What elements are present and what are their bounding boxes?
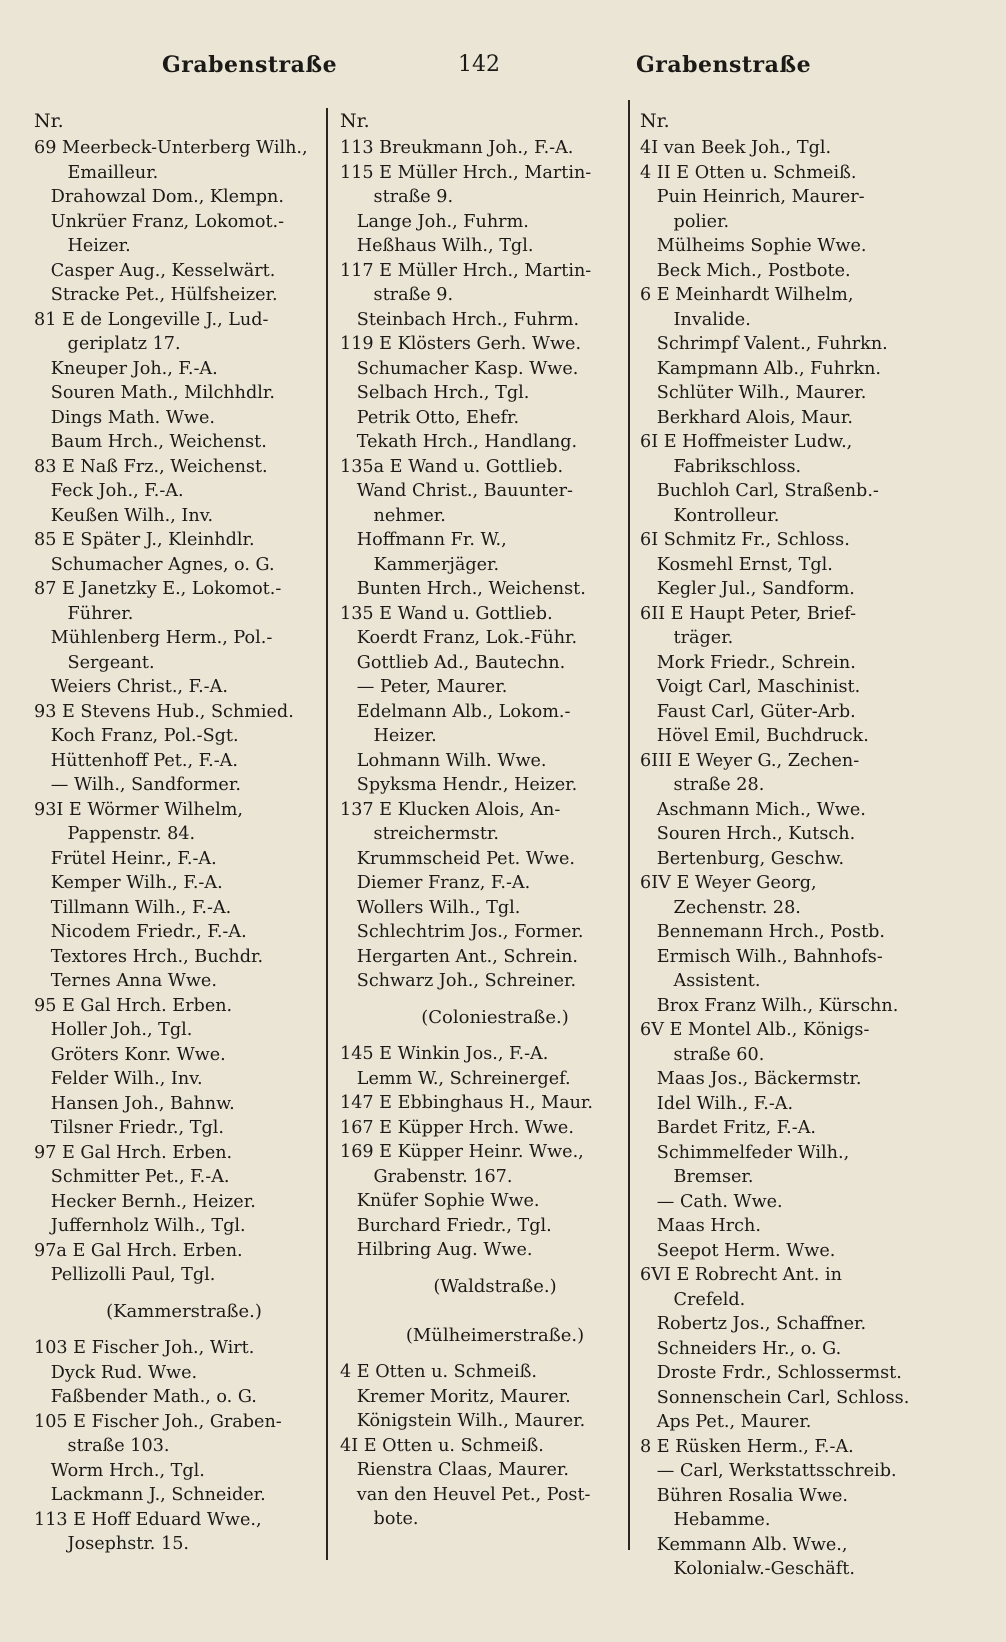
directory-entry-line: streichermstr. (340, 824, 499, 844)
directory-entry-line: Souren Math., Milchhdlr. (34, 383, 275, 403)
directory-entry-line: Souren Hrch., Kutsch. (640, 824, 856, 844)
directory-entry-line: Steinbach Hrch., Fuhrm. (340, 309, 580, 330)
directory-entry-line: 113 E Hoff Eduard Wwe., (34, 1509, 262, 1530)
directory-entry-line: — Wilh., Sandformer. (34, 775, 241, 795)
directory-entry-line: Lemm W., Schreinergef. (340, 1068, 571, 1089)
directory-entry-line: Schumacher Kasp. Wwe. (340, 358, 579, 379)
directory-entry-line: Kemper Wilh., F.-A. (34, 873, 223, 893)
page-header (0, 52, 1006, 92)
directory-entry-line: Bühren Rosalia Wwe. (640, 1485, 848, 1506)
directory-entry-line: Schlechtrim Jos., Former. (340, 922, 584, 942)
directory-entry-line: Pellizolli Paul, Tgl. (34, 1265, 216, 1285)
directory-entry-line: Hebamme. (640, 1510, 771, 1530)
directory-entry-line: 85 E Später J., Kleinhdlr. (34, 530, 255, 550)
directory-entry-line: Gottlieb Ad., Bautechn. (340, 652, 566, 673)
directory-entry-line: Maas Jos., Bäckermstr. (640, 1069, 862, 1089)
directory-entry-line: 103 E Fischer Joh., Wirt. (34, 1338, 255, 1358)
directory-entry-line: 93I E Wörmer Wilhelm, (34, 799, 244, 820)
directory-entry-line: Heßhaus Wilh., Tgl. (340, 236, 534, 256)
directory-entry-line: Josephstr. 15. (34, 1534, 189, 1554)
column-2-entries (340, 136, 650, 994)
column-heading: Nr. (340, 110, 370, 132)
column-1-entries (34, 136, 334, 1288)
directory-entry-line: 97 E Gal Hrch. Erben. (34, 1142, 233, 1163)
directory-entry-line: 6I Schmitz Fr., Schloss. (640, 530, 850, 550)
directory-entry-line: 69 Meerbeck-Unterberg Wilh., (34, 138, 308, 158)
directory-entry-line: Mülheims Sophie Wwe. (640, 236, 867, 256)
directory-entry-line: Zechenstr. 28. (640, 897, 801, 918)
directory-entry-line: Lackmann J., Schneider. (34, 1485, 266, 1505)
column-2-entries-mid (340, 1042, 650, 1263)
directory-entry-line: Holler Joh., Tgl. (34, 1020, 193, 1040)
directory-entry-line: Weiers Christ., F.-A. (34, 677, 228, 697)
directory-entry-line: Buchloh Carl, Straßenb.- (640, 481, 879, 501)
directory-entry-line: Droste Frdr., Schlossermst. (640, 1363, 902, 1383)
directory-entry-line: Drahowzal Dom., Klempn. (34, 187, 284, 207)
directory-entry-line: — Carl, Werkstattsschreib. (640, 1461, 897, 1481)
directory-entry-line: 4I E Otten u. Schmeiß. (340, 1435, 544, 1456)
directory-entry-line: 6IV E Weyer Georg, (640, 873, 817, 893)
directory-entry-line: 147 E Ebbinghaus H., Maur. (340, 1093, 593, 1113)
directory-entry-line: Casper Aug., Kesselwärt. (34, 260, 276, 281)
directory-entry-line: Krummscheid Pet. Wwe. (340, 848, 575, 869)
directory-entry-line: Assistent. (640, 971, 761, 991)
directory-entry-line: Worm Hrch., Tgl. (34, 1460, 205, 1481)
directory-entry-line: 105 E Fischer Joh., Graben- (34, 1411, 282, 1432)
directory-entry-line: Nicodem Friedr., F.-A. (34, 922, 247, 942)
section-heading-waldstrasse: (Waldstraße.) (433, 1275, 557, 1297)
directory-entry-line: 6I E Hoffmeister Ludw., (640, 432, 853, 452)
directory-entry-line: Diemer Franz, F.-A. (340, 873, 531, 893)
directory-entry-line: Mork Friedr., Schrein. (640, 652, 856, 673)
directory-entry-line: Kegler Jul., Sandform. (640, 579, 855, 599)
directory-entry-line: Spyksma Hendr., Heizer. (340, 775, 578, 795)
directory-entry-line: straße 60. (640, 1044, 765, 1065)
directory-entry-line: 6V E Montel Alb., Königs- (640, 1020, 870, 1040)
directory-entry-line: Tekath Hrch., Handlang. (340, 432, 578, 452)
directory-entry-line: 97a E Gal Hrch. Erben. (34, 1240, 243, 1261)
directory-entry-line: Selbach Hrch., Tgl. (340, 383, 530, 403)
directory-entry-line: Burchard Friedr., Tgl. (340, 1215, 552, 1236)
directory-entry-line: 113 Breukmann Joh., F.-A. (340, 138, 574, 158)
directory-entry-line: 6III E Weyer G., Zechen- (640, 750, 860, 771)
column-heading: Nr. (640, 110, 670, 132)
column-2-entries-after (340, 1360, 650, 1532)
directory-entry-line: Puin Heinrich, Maurer- (640, 187, 865, 207)
directory-entry-line: Heizer. (340, 726, 437, 746)
directory-entry-line: Voigt Carl, Maschinist. (640, 677, 861, 697)
directory-entry-line: Dings Math. Wwe. (34, 407, 215, 428)
right-running-title: Grabenstraße (636, 52, 812, 78)
directory-entry-line: Textores Hrch., Buchdr. (34, 946, 264, 967)
directory-entry-line: Unkrüer Franz, Lokomot.- (34, 211, 285, 232)
directory-entry-line: Aschmann Mich., Wwe. (640, 799, 866, 820)
directory-entry-line: 81 E de Longeville J., Lud- (34, 309, 269, 330)
section-heading-muelheimerstrasse: (Mülheimerstraße.) (405, 1324, 585, 1346)
directory-entry-line: Robertz Jos., Schaffner. (640, 1314, 867, 1334)
directory-entry-line: 95 E Gal Hrch. Erben. (34, 995, 233, 1016)
column-3-entries (640, 136, 980, 1582)
directory-entry-line: Keußen Wilh., Inv. (34, 505, 214, 526)
directory-entry-line: 87 E Janetzky E., Lokomot.- (34, 579, 282, 599)
directory-entry-line: Hüttenhoff Pet., F.-A. (34, 750, 238, 771)
directory-entry-line: Hövel Emil, Buchdruck. (640, 726, 869, 746)
directory-entry-line: Hansen Joh., Bahnw. (34, 1093, 235, 1114)
column-1-entries-after (34, 1336, 334, 1557)
directory-entry-line: Rienstra Claas, Maurer. (340, 1460, 569, 1480)
directory-entry-line: Mühlenberg Herm., Pol.- (34, 628, 273, 648)
directory-entry-line: Berkhard Alois, Maur. (640, 407, 853, 428)
directory-entry-line: Bennemann Hrch., Postb. (640, 922, 886, 942)
directory-entry-line: straße 103. (34, 1436, 170, 1456)
directory-entry-line: Schrimpf Valent., Fuhrkn. (640, 334, 888, 354)
directory-entry-line: Lange Joh., Fuhrm. (340, 211, 529, 232)
directory-entry-line: 8 E Rüsken Herm., F.-A. (640, 1436, 854, 1457)
section-heading-kammerstrasse: (Kammerstraße.) (106, 1300, 262, 1322)
directory-entry-line: Wand Christ., Bauunter- (340, 481, 573, 501)
directory-entry-line: Maas Hrch. (640, 1216, 761, 1236)
directory-entry-line: 119 E Klösters Gerh. Wwe. (340, 334, 582, 354)
directory-entry-line: 4I van Beek Joh., Tgl. (640, 138, 832, 158)
directory-entry-line: 145 E Winkin Jos., F.-A. (340, 1044, 549, 1064)
directory-entry-line: Invalide. (640, 309, 751, 330)
column-2 (340, 108, 650, 1532)
directory-entry-line: — Peter, Maurer. (340, 677, 508, 697)
directory-entry-line: Ternes Anna Wwe. (34, 971, 217, 991)
directory-entry-line: Faßbender Math., o. G. (34, 1387, 257, 1407)
directory-entry-line: geriplatz 17. (34, 334, 181, 354)
directory-entry-line: Kolonialw.-Geschäft. (640, 1559, 855, 1579)
directory-entry-line: straße 9. (340, 285, 454, 305)
directory-entry-line: Gröters Konr. Wwe. (34, 1044, 226, 1065)
directory-entry-line: Sergeant. (34, 652, 155, 673)
directory-entry-line: 169 E Küpper Heinr. Wwe., (340, 1142, 584, 1162)
directory-entry-line: Hilbring Aug. Wwe. (340, 1240, 533, 1260)
directory-entry-line: bote. (340, 1509, 419, 1529)
directory-entry-line: Hoffmann Fr. W., (340, 530, 507, 550)
directory-entry-line: Brox Franz Wilh., Kürschn. (640, 995, 899, 1016)
directory-entry-line: Beck Mich., Postbote. (640, 260, 851, 281)
directory-entry-line: Aps Pet., Maurer. (640, 1412, 812, 1432)
directory-entry-line: Tilsner Friedr., Tgl. (34, 1118, 224, 1138)
directory-entry-line: Lohmann Wilh. Wwe. (340, 750, 547, 771)
directory-entry-line: Koch Franz, Pol.-Sgt. (34, 726, 239, 746)
directory-entry-line: Schwarz Joh., Schreiner. (340, 971, 577, 991)
directory-entry-line: 135a E Wand u. Gottlieb. (340, 456, 564, 477)
directory-entry-line: Juffernholz Wilh., Tgl. (34, 1216, 246, 1236)
directory-entry-line: Seepot Herm. Wwe. (640, 1240, 836, 1261)
directory-entry-line: Kneuper Joh., F.-A. (34, 358, 218, 379)
directory-entry-line: Felder Wilh., Inv. (34, 1069, 203, 1089)
directory-entry-line: träger. (640, 628, 734, 648)
directory-entry-line: 4 E Otten u. Schmeiß. (340, 1362, 537, 1382)
directory-entry-line: polier. (640, 211, 730, 232)
column-3 (640, 108, 980, 1582)
directory-entry-line: Schneiders Hr., o. G. (640, 1338, 842, 1359)
directory-entry-line: Schmitter Pet., F.-A. (34, 1167, 230, 1187)
directory-entry-line: Stracke Pet., Hülfsheizer. (34, 285, 278, 305)
directory-entry-line: 6II E Haupt Peter, Brief- (640, 603, 857, 624)
directory-entry-line: nehmer. (340, 505, 446, 526)
directory-entry-line: Ermisch Wilh., Bahnhofs- (640, 946, 883, 967)
directory-entry-line: Tillmann Wilh., F.-A. (34, 897, 232, 918)
directory-entry-line: straße 28. (640, 775, 765, 795)
directory-entry-line: Grabenstr. 167. (340, 1166, 513, 1187)
directory-entry-line: Faust Carl, Güter-Arb. (640, 701, 856, 722)
section-heading-coloniestrasse: (Coloniestraße.) (421, 1006, 569, 1028)
directory-entry-line: Hecker Bernh., Heizer. (34, 1191, 256, 1212)
directory-entry-line: 4 II E Otten u. Schmeiß. (640, 162, 857, 183)
directory-entry-line: Kremer Moritz, Maurer. (340, 1386, 571, 1407)
directory-entry-line: Kemmann Alb. Wwe., (640, 1534, 848, 1555)
directory-entry-line: 135 E Wand u. Gottlieb. (340, 603, 553, 624)
directory-entry-line: straße 9. (340, 187, 454, 207)
directory-entry-line: Hergarten Ant., Schrein. (340, 946, 579, 967)
directory-entry-line: 137 E Klucken Alois, An- (340, 799, 561, 820)
directory-entry-line: Pappenstr. 84. (34, 824, 196, 844)
directory-entry-line: Heizer. (34, 236, 131, 256)
column-1 (34, 108, 334, 1557)
directory-entry-line: Bertenburg, Geschw. (640, 848, 845, 869)
column-heading: Nr. (34, 110, 64, 132)
directory-entry-line: 167 E Küpper Hrch. Wwe. (340, 1117, 574, 1138)
directory-entry-line: 6 E Meinhardt Wilhelm, (640, 285, 854, 305)
directory-entry-line: Crefeld. (640, 1289, 746, 1310)
directory-entry-line: Dyck Rud. Wwe. (34, 1362, 198, 1383)
left-running-title: Grabenstraße (162, 52, 338, 78)
directory-entry-line: Sonnenschein Carl, Schloss. (640, 1387, 910, 1408)
directory-entry-line: Schumacher Agnes, o. G. (34, 554, 275, 575)
directory-entry-line: Schlüter Wilh., Maurer. (640, 383, 867, 403)
directory-entry-line: Königstein Wilh., Maurer. (340, 1411, 586, 1431)
directory-entry-line: Bardet Fritz, F.-A. (640, 1118, 817, 1138)
directory-entry-line: 6VI E Robrecht Ant. in (640, 1265, 842, 1285)
directory-entry-line: Baum Hrch., Weichenst. (34, 432, 267, 452)
directory-entry-line: van den Heuvel Pet., Post- (340, 1484, 591, 1505)
directory-entry-line: 115 E Müller Hrch., Martin- (340, 162, 592, 183)
directory-entry-line: Knüfer Sophie Wwe. (340, 1191, 540, 1211)
directory-entry-line: Kampmann Alb., Fuhrkn. (640, 358, 882, 379)
directory-entry-line: 83 E Naß Frz., Weichenst. (34, 456, 268, 477)
directory-entry-line: Edelmann Alb., Lokom.- (340, 701, 571, 722)
directory-entry-line: Fabrikschloss. (640, 456, 802, 477)
directory-entry-line: 93 E Stevens Hub., Schmied. (34, 701, 294, 722)
directory-entry-line: Petrik Otto, Ehefr. (340, 407, 520, 428)
directory-entry-line: Emailleur. (34, 162, 159, 183)
directory-entry-line: Bremser. (640, 1167, 754, 1187)
directory-entry-line: Bunten Hrch., Weichenst. (340, 579, 586, 599)
directory-entry-line: Idel Wilh., F.-A. (640, 1093, 794, 1114)
directory-entry-line: Frütel Heinr., F.-A. (34, 848, 217, 869)
directory-entry-line: — Cath. Wwe. (640, 1191, 783, 1212)
directory-entry-line: Führer. (34, 603, 134, 624)
directory-entry-line: Kosmehl Ernst, Tgl. (640, 554, 833, 575)
directory-entry-line: Kontrolleur. (640, 505, 780, 526)
directory-entry-line: Feck Joh., F.-A. (34, 481, 184, 501)
directory-entry-line: Koerdt Franz, Lok.-Führ. (340, 628, 578, 648)
page-number: 142 (458, 52, 500, 77)
directory-entry-line: Wollers Wilh., Tgl. (340, 897, 521, 918)
directory-entry-line: 117 E Müller Hrch., Martin- (340, 260, 592, 281)
directory-entry-line: Schimmelfeder Wilh., (640, 1142, 850, 1163)
directory-entry-line: Kammerjäger. (340, 554, 500, 575)
